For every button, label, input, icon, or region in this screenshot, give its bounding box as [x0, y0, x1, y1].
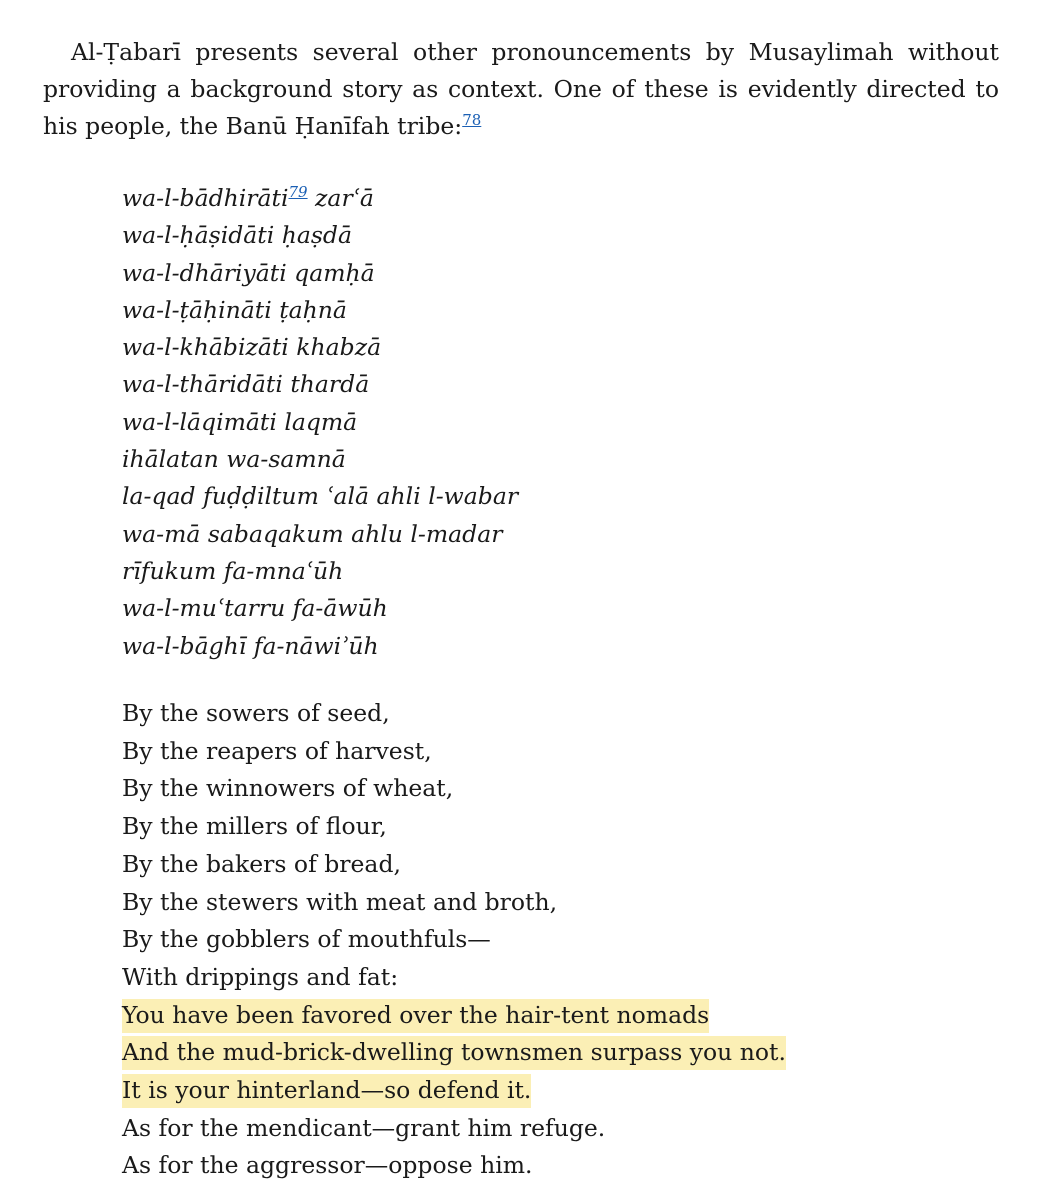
transliteration-line-text: zarʿā: [307, 184, 374, 212]
translation-line-text: By the gobblers of mouthfuls—: [122, 925, 491, 954]
translation-line: [122, 733, 786, 771]
translation-line-text: By the stewers with meat and broth,: [122, 887, 558, 916]
intro-paragraph: [43, 34, 999, 145]
transliteration-line: wa-l-lāqimāti laqmā: [122, 407, 358, 436]
footnote-ref-79[interactable]: 79: [288, 183, 308, 202]
transliteration-line: rīfukum fa-mnaʿūh: [122, 556, 344, 585]
transliteration-line: wa-l-bāghī fa-nāwiʾūh: [122, 631, 379, 660]
transliteration-line: [122, 180, 518, 217]
translation-block: [122, 695, 786, 1185]
translation-line-text: With drippings and fat:: [122, 962, 399, 991]
transliteration-line: la-qad fuḍḍiltum ʿalā ahli l-wabar: [122, 482, 519, 511]
translation-line-text: By the bakers of bread,: [122, 849, 401, 878]
translation-line: [122, 846, 786, 884]
translation-line-text: By the sowers of seed,: [122, 699, 390, 727]
translation-line-text: By the winnowers of wheat,: [122, 774, 454, 803]
translation-line-highlighted: [122, 1072, 786, 1110]
translation-line-text: As for the aggressor—oppose him.: [122, 1151, 533, 1180]
translation-line: [122, 1147, 786, 1185]
translation-line: [122, 808, 786, 846]
highlighted-text[interactable]: You have been favored over the hair-tent nomads: [122, 999, 709, 1033]
footnote-ref-78[interactable]: 78: [462, 111, 482, 130]
translation-line-highlighted: [122, 997, 786, 1035]
transliteration-line: wa-l-dhāriyāti qamḥā: [122, 258, 375, 287]
translation-line: [122, 770, 786, 808]
transliteration-line-text: wa-l-bādhirāti: [122, 184, 289, 212]
translation-line-text: By the millers of flour,: [122, 812, 387, 841]
transliteration-line: wa-l-thāridāti thardā: [122, 370, 370, 399]
transliteration-line: ihālatan wa-samnā: [122, 445, 346, 474]
highlighted-text[interactable]: It is your hinterland—so defend it.: [122, 1074, 531, 1108]
translation-line-text: By the reapers of harvest,: [122, 736, 432, 765]
transliteration-line: wa-mā sabaqakum ahlu l-madar: [122, 519, 503, 548]
translation-line: [122, 695, 786, 733]
transliteration-line: wa-l-ḥāṣidāti ḥaṣdā: [122, 221, 352, 250]
translation-line-highlighted: [122, 1034, 786, 1072]
translation-line: [122, 959, 786, 997]
translation-line-text: As for the mendicant—grant him refuge.: [122, 1113, 606, 1142]
transliteration-line: wa-l-khābizāti khabzā: [122, 333, 382, 362]
translation-line: [122, 1110, 786, 1148]
translation-line: [122, 921, 786, 959]
transliteration-line: wa-l-muʿtarru fa-āwūh: [122, 594, 388, 623]
transliteration-line: wa-l-ṭāḥināti ṭaḥnā: [122, 295, 347, 324]
highlighted-text[interactable]: And the mud-brick-dwelling townsmen surpass you not.: [122, 1036, 786, 1070]
intro-text: Al-Ṭabarī presents several other pronouncements by Musaylimah without providing a background story as context. One of these is evidently directed to his people, the Banū Ḥanīfah tribe:: [43, 38, 999, 140]
translation-line: [122, 884, 786, 922]
transliteration-block: [122, 180, 518, 665]
